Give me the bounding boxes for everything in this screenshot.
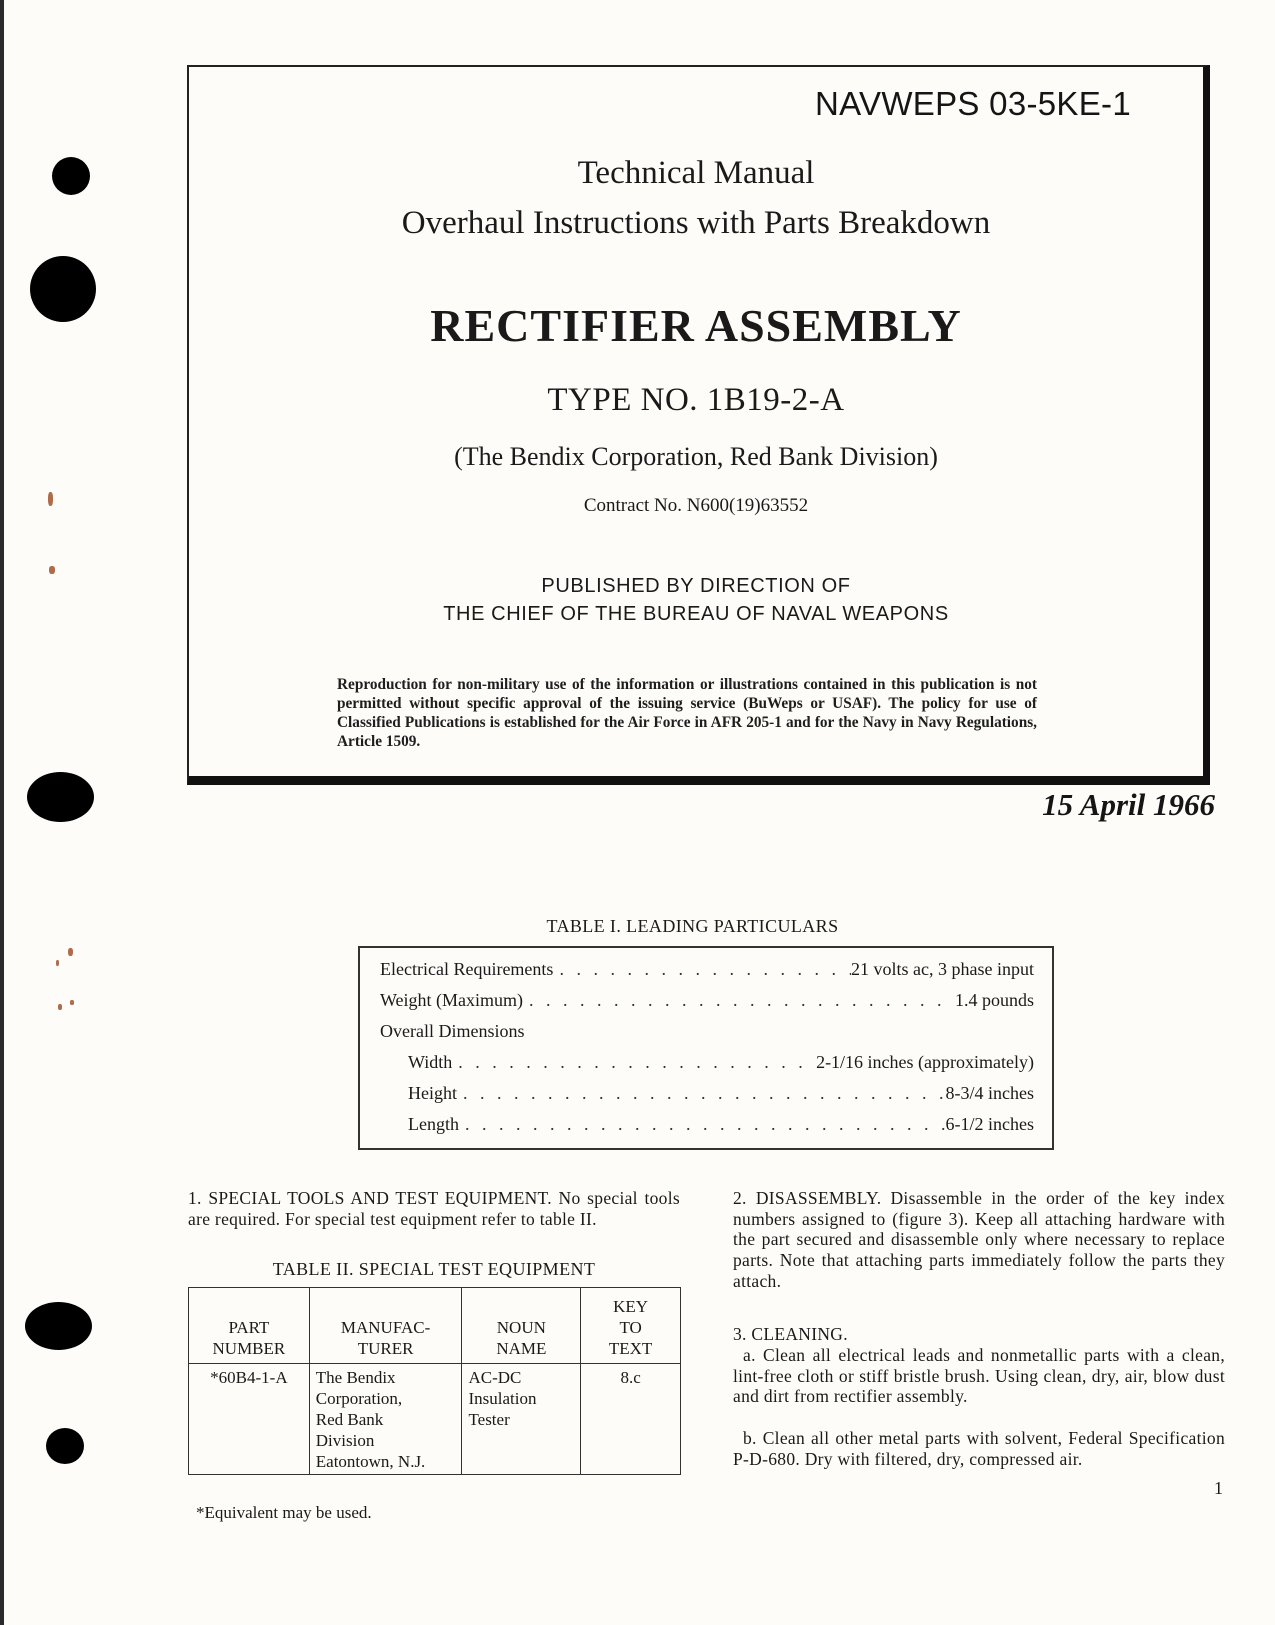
row-value: 8-3/4 inches bbox=[945, 1083, 1034, 1103]
cell-line: Corporation, bbox=[315, 1389, 403, 1408]
header-text: TO bbox=[619, 1318, 642, 1337]
leader-dots bbox=[452, 1047, 816, 1078]
contract-number: Contract No. N600(19)63552 bbox=[583, 495, 809, 516]
cell-line: Eatontown, N.J. bbox=[315, 1452, 426, 1471]
cover-frame bbox=[187, 65, 1210, 785]
header-text: TEXT bbox=[608, 1339, 653, 1358]
row-label: Height bbox=[408, 1083, 457, 1103]
cell-line: The Bendix bbox=[315, 1368, 396, 1387]
header-text: MANUFAC- bbox=[340, 1318, 431, 1337]
section-2-disassembly: 2. DISASSEMBLY. Disassemble in the order of the key index numbers assigned to (figure 3). Keep all attaching hardware with the part secured and disassemble only where necessary to replace parts. Note that attaching parts immediately follow the parts they attach. bbox=[733, 1188, 1225, 1291]
table1-row bbox=[380, 1109, 1034, 1140]
binder-hole bbox=[25, 1302, 92, 1350]
row-value: 2-1/16 inches (approximately) bbox=[816, 1052, 1034, 1072]
table2-header-row bbox=[189, 1288, 681, 1364]
header-text: NAME bbox=[496, 1339, 547, 1358]
table1-row bbox=[380, 954, 1034, 985]
issue-date: 15 April 1966 bbox=[1042, 787, 1215, 822]
leader-dots bbox=[523, 985, 955, 1016]
header-noun-name bbox=[462, 1288, 581, 1364]
binder-hole bbox=[30, 256, 96, 322]
row-label: Length bbox=[408, 1114, 459, 1134]
published-by bbox=[189, 572, 1203, 628]
leader-dots bbox=[457, 1078, 946, 1109]
reproduction-notice: Reproduction for non-military use of the information or illustrations contained in this publication is not permitted without specific approval of the issuing service (BuWeps or USAF). The policy for use of Classified Publications is established for the Air Force in AFR 205-1 and for the Navy in Navy Regulations, Article 1509. bbox=[337, 676, 1037, 750]
row-label: Electrical Requirements bbox=[380, 959, 554, 979]
published-line-1: PUBLISHED BY DIRECTION OF bbox=[541, 575, 851, 597]
cell-line: Red Bank bbox=[315, 1410, 384, 1429]
leading-particulars-table bbox=[358, 946, 1054, 1150]
scan-edge bbox=[0, 0, 4, 1625]
rust-stain bbox=[48, 492, 53, 506]
row-label: Overall Dimensions bbox=[380, 1021, 525, 1041]
header-text: NOUN bbox=[496, 1318, 546, 1337]
row-label: Weight (Maximum) bbox=[380, 990, 524, 1010]
cell-line: Division bbox=[315, 1431, 375, 1450]
header-text: TURER bbox=[357, 1339, 414, 1358]
table2-footnote: *Equivalent may be used. bbox=[196, 1503, 372, 1522]
header-text: NUMBER bbox=[212, 1339, 286, 1358]
special-test-equipment-table bbox=[188, 1287, 681, 1475]
document-title: RECTIFIER ASSEMBLY bbox=[430, 300, 962, 351]
cell-line: AC-DC bbox=[468, 1368, 522, 1387]
table-row bbox=[189, 1364, 681, 1475]
binder-hole bbox=[52, 157, 90, 195]
row-label: Width bbox=[408, 1052, 453, 1072]
rust-stain bbox=[58, 1004, 62, 1010]
leader-dots bbox=[459, 1109, 946, 1140]
table1-caption: TABLE I. LEADING PARTICULARS bbox=[546, 916, 839, 936]
section-3b-cleaning: b. Clean all other metal parts with solvent, Federal Specification P-D-680. Dry with filtered, dry, compressed air. bbox=[733, 1428, 1225, 1469]
header-text: PART bbox=[228, 1318, 270, 1337]
table1-row bbox=[380, 1078, 1034, 1109]
section-3-heading: 3. CLEANING. bbox=[733, 1324, 848, 1344]
rust-stain bbox=[49, 566, 55, 574]
cell-part-number: *60B4-1-A bbox=[189, 1364, 310, 1475]
binder-hole bbox=[27, 772, 94, 822]
binder-hole bbox=[46, 1428, 84, 1464]
cell-noun-name bbox=[462, 1364, 581, 1475]
row-value: 1.4 pounds bbox=[954, 990, 1034, 1010]
cell-line: Insulation bbox=[468, 1389, 537, 1408]
row-value: 21 volts ac, 3 phase input bbox=[851, 959, 1034, 979]
section-1-special-tools: 1. SPECIAL TOOLS AND TEST EQUIPMENT. No special tools are required. For special test equipment refer to table II. bbox=[188, 1188, 680, 1229]
header-part-number bbox=[189, 1288, 310, 1364]
cell-manufacturer bbox=[309, 1364, 462, 1475]
manual-subtitle: Overhaul Instructions with Parts Breakdown bbox=[401, 205, 991, 241]
rust-stain bbox=[56, 960, 59, 966]
table2-caption: TABLE II. SPECIAL TEST EQUIPMENT bbox=[272, 1259, 596, 1279]
leader-dots bbox=[553, 954, 851, 985]
header-text: KEY bbox=[613, 1297, 649, 1316]
rust-stain bbox=[70, 1000, 74, 1005]
type-number: TYPE NO. 1B19-2-A bbox=[547, 382, 845, 418]
manufacturer-line: (The Bendix Corporation, Red Bank Division) bbox=[454, 442, 938, 471]
table1-row bbox=[380, 1047, 1034, 1078]
table1-row bbox=[380, 985, 1034, 1016]
header-key-to-text bbox=[581, 1288, 681, 1364]
manual-kind: Technical Manual bbox=[577, 155, 815, 191]
header-manufacturer bbox=[309, 1288, 462, 1364]
cell-line: Tester bbox=[468, 1410, 510, 1429]
cell-key-to-text: 8.c bbox=[581, 1364, 681, 1475]
rust-stain bbox=[68, 948, 73, 956]
table1-row bbox=[380, 1016, 1034, 1047]
row-value: 6-1/2 inches bbox=[945, 1114, 1034, 1134]
published-line-2: THE CHIEF OF THE BUREAU OF NAVAL WEAPONS bbox=[443, 603, 949, 625]
page-number: 1 bbox=[1214, 1478, 1223, 1498]
document-number: NAVWEPS 03-5KE-1 bbox=[815, 85, 1131, 122]
section-3a-cleaning: a. Clean all electrical leads and nonmetallic parts with a clean, lint-free cloth or stiff bristle brush. Using clean, dry, air, blow dust and dirt from rectifier assembly. bbox=[733, 1345, 1225, 1407]
